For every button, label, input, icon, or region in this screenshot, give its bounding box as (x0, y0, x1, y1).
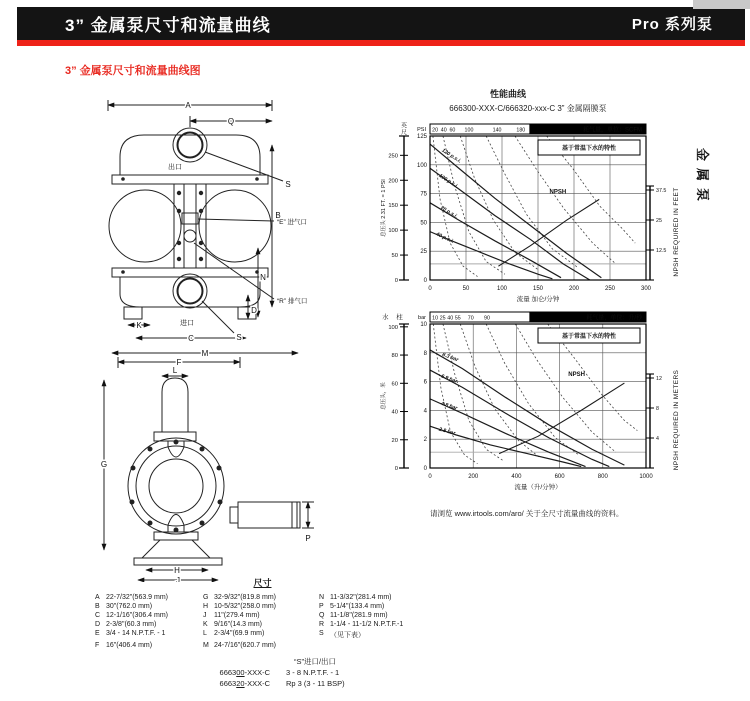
dim-entry: K 9/16"(14.3 mm) (203, 621, 263, 628)
air-tick-label: 25 (439, 315, 446, 322)
x-tick-label: 400 (511, 474, 522, 480)
x-tick-label: 200 (468, 474, 479, 480)
y-tick-label: 4 (423, 408, 427, 415)
x-tick-label: 100 (496, 286, 508, 292)
y-axis-unit: PSI (417, 127, 426, 133)
curve-label: 120 p.s.i. (440, 147, 463, 165)
npsh-axis-title: NPSH REQUIRED IN METERS (673, 369, 680, 471)
air-axis-title: 耗气量，单位：SCFM (583, 127, 642, 134)
s-port-heading: “S”进口/出口 (293, 657, 337, 666)
dim-entry: M 24-7/16"(620.7 mm) (203, 642, 277, 649)
npsh-tick-label: 37.5 (656, 188, 667, 194)
model-row (140, 679, 460, 688)
air-tick-label: 100 (464, 127, 474, 134)
dimension-table (95, 576, 430, 649)
red-accent-bar (17, 40, 745, 46)
curves-title: 性能曲线 (489, 89, 526, 99)
curve-label: 8.3 bar (441, 351, 459, 364)
dim-entry: D 2-3/8"(60.3 mm) (95, 621, 157, 628)
dim-label-h: H (174, 566, 180, 575)
air-tick-label: 180 (516, 127, 526, 134)
air-tick-label: 40 (447, 315, 454, 322)
npsh-tick-label: 4 (656, 436, 659, 442)
x-tick-label: 1000 (639, 474, 653, 480)
y-tick-label: 100 (416, 162, 427, 169)
curve-label: 2.8 bar (438, 426, 456, 437)
dim-label-m: M (201, 349, 209, 358)
npsh-axis-title: NPSH REQUIRED IN FEET (673, 187, 680, 277)
side-tab-metal-pump: 金属泵 (695, 148, 710, 209)
air-tick-label: 70 (467, 315, 474, 322)
performance-chart-psi (378, 122, 688, 314)
outer-tick-label: 0 (394, 466, 398, 472)
outer-axis-header: 水 柱 (382, 314, 406, 321)
curve-label: 40 p.s.i. (434, 231, 455, 245)
dim-label-b: B (275, 211, 281, 220)
dim-label-d: D (251, 306, 257, 315)
air-consumption-curve (486, 324, 579, 455)
air-tick-label: 90 (484, 315, 490, 322)
x-tick-label: 0 (428, 474, 432, 480)
outer-tick-label: 250 (388, 153, 398, 160)
pressure-curve (430, 350, 624, 465)
dim-entry: B 30"(762.0 mm) (95, 603, 153, 610)
dim-entry: Q 11-1/8"(281.9 mm) (319, 612, 388, 619)
x-axis-title: 流量 加仑/分钟 (516, 296, 560, 303)
x-tick-label: 800 (597, 474, 608, 480)
outer-tick-label: 0 (394, 278, 398, 284)
x-tick-label: 300 (640, 286, 652, 292)
y-tick-label: 25 (420, 249, 427, 256)
curve-label: 4.8 bar (440, 400, 458, 412)
dim-entry: C 12-1/16"(306.4 mm) (95, 612, 169, 619)
series-label: Pro 系列泵 (631, 16, 713, 33)
x-axis-title: 流量（升/分钟） (514, 484, 562, 491)
dim-label-c: C (188, 334, 194, 343)
outer-tick-label: 150 (388, 203, 398, 210)
header-bar (17, 7, 745, 40)
npsh-curve-label: NPSH (549, 189, 567, 196)
npsh-tick-label: 12.5 (656, 248, 667, 254)
dim-label-q: Q (227, 117, 235, 126)
air-tick-label: 55 (454, 315, 461, 322)
dimension-grid (95, 594, 430, 649)
air-inlet-label: “E” 进气口 (277, 219, 307, 226)
legend-label: 基于常温下水的特性 (561, 334, 617, 340)
page-title: 3” 金属泵尺寸和流量曲线 (65, 16, 271, 35)
air-tick-label: 10 (432, 315, 439, 322)
dim-entry: E 3/4 - 14 N.P.T.F. - 1 (95, 630, 166, 637)
npsh-curve-label: NPSH (568, 371, 585, 378)
y-tick-label: 8 (423, 350, 427, 357)
air-consumption-curve (460, 324, 540, 458)
dim-label-p: P (305, 534, 311, 543)
dim-label-a: A (185, 101, 191, 110)
page-corner-artifact (693, 0, 750, 9)
legend-label: 基于常温下水的特性 (561, 146, 617, 152)
model-port-spec: Rp 3 (3 - 11 BSP) (286, 679, 345, 688)
dim-label-k: K (136, 321, 142, 330)
npsh-tick-label: 25 (656, 218, 662, 224)
model-port-spec: 3 - 8 N.P.T.F. - 1 (286, 668, 340, 677)
dim-entry: L 2-3/4"(69.9 mm) (203, 630, 265, 637)
model-port-list (140, 668, 460, 690)
section-subtitle: 3” 金属泵尺寸和流量曲线图 (65, 65, 201, 77)
x-tick-label: 250 (604, 286, 616, 292)
y-tick-label: 125 (416, 134, 427, 140)
npsh-curve (499, 383, 624, 454)
x-tick-label: 200 (568, 286, 580, 292)
outlet-port-label: 出口 (168, 164, 182, 171)
curve-label: 6.9 bar (440, 373, 458, 385)
outer-axis-header: 英 (400, 123, 408, 130)
outer-tick-label: 200 (388, 178, 398, 185)
x-tick-label: 150 (532, 286, 544, 292)
air-tick-label: 140 (492, 127, 502, 134)
air-tick-label: 60 (449, 127, 456, 134)
outer-tick-label: 60 (391, 381, 398, 388)
dim-entry: N 11-3/32"(281.4 mm) (319, 594, 392, 601)
model-code: 666320-XXX-C (219, 679, 270, 688)
outer-tick-label: 80 (391, 353, 398, 360)
dim-label-j: J (176, 576, 180, 582)
outer-tick-label: 50 (391, 253, 398, 260)
air-consumption-curve (433, 324, 477, 464)
outer-tick-label: 100 (388, 324, 398, 331)
x-tick-label: 0 (428, 286, 432, 292)
pump-side-view-drawing (88, 352, 333, 582)
model-code: 666300-XXX-C (219, 668, 270, 677)
npsh-tick-label: 8 (656, 406, 659, 412)
flow-curve-note: 请浏览 www.irtools.com/aro/ 关于全尺寸流量曲线的资料。 (430, 509, 624, 518)
outer-axis-header: 尺 (400, 130, 408, 137)
npsh-tick-label: 12 (656, 376, 662, 382)
outer-tick-label: 100 (388, 228, 398, 235)
y-tick-label: 10 (420, 322, 427, 328)
air-tick-label: 40 (440, 127, 447, 134)
y-tick-label: 75 (420, 191, 427, 198)
pump-front-view-drawing (88, 95, 326, 367)
dim-entry: S （见下表） (319, 630, 365, 639)
dim-label-f: F (176, 358, 182, 367)
model-row (140, 668, 460, 677)
dim-label-s-bottom: S (236, 333, 242, 342)
dimension-table-heading: 尺寸 (253, 578, 272, 588)
air-axis-title: 耗气量，单位：升/秒 (586, 315, 642, 322)
dim-label-g: G (100, 460, 108, 469)
dim-entry: A 22-7/32"(563.9 mm) (95, 594, 169, 601)
y-axis-unit: bar (418, 315, 426, 321)
performance-chart-bar (378, 310, 688, 502)
outer-axis-rotated-label: 总压头，米 (381, 382, 387, 410)
dim-entry: J 11"(279.4 mm) (203, 612, 260, 619)
dim-entry: R 1-1/4 - 11-1/2 N.P.T.F.-1 (319, 621, 404, 628)
curves-subtitle: 666300-XXX-C/666320-xxx-C 3” 金属隔膜泵 (449, 104, 607, 113)
air-tick-label: 20 (432, 127, 439, 134)
y-tick-label: 0 (423, 278, 427, 284)
y-tick-label: 2 (423, 437, 427, 444)
dim-entry: H 10-5/32"(258.0 mm) (203, 603, 277, 610)
outer-tick-label: 20 (391, 437, 398, 444)
dim-entry: G 32-9/32"(819.8 mm) (203, 594, 277, 601)
pressure-curve (430, 144, 601, 278)
inlet-port-label: 进口 (180, 320, 194, 327)
y-tick-label: 6 (423, 379, 427, 386)
curve-label: 100 p.s.i. (437, 172, 460, 190)
dim-label-l: L (172, 366, 178, 375)
x-tick-label: 600 (554, 474, 565, 480)
dim-label-s-top: S (285, 180, 291, 189)
exhaust-label: “R” 排气口 (277, 298, 308, 305)
curve-label: 70 p.s.i. (439, 205, 459, 220)
outer-axis-rotated-label: 总压头 2.31 FT. = 1 PSI (381, 179, 387, 237)
y-tick-label: 0 (423, 466, 427, 472)
dim-entry: F 16"(406.4 mm) (95, 642, 153, 649)
x-tick-label: 50 (462, 286, 470, 292)
y-tick-label: 50 (420, 220, 427, 227)
dim-entry: P 5-1/4"(133.4 mm) (319, 603, 385, 610)
dim-label-n: N (260, 273, 266, 282)
outer-tick-label: 40 (391, 409, 398, 416)
